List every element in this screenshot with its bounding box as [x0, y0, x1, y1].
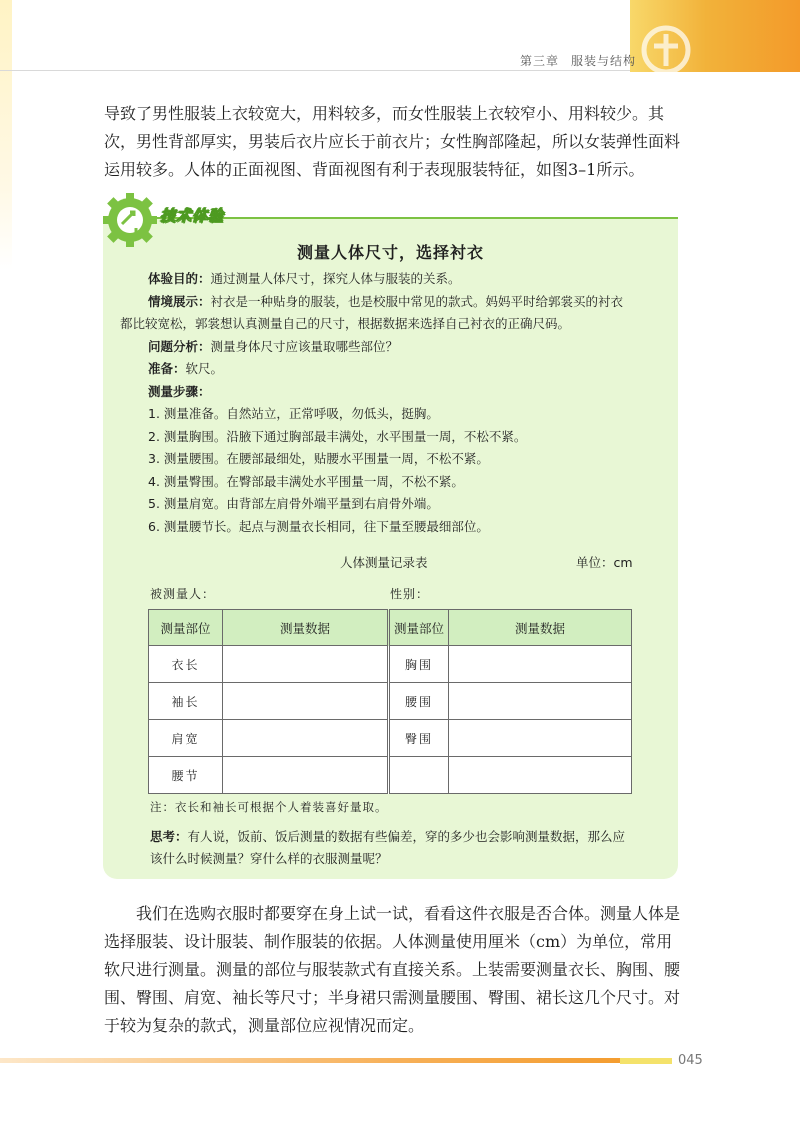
table-header: 测量数据	[449, 610, 632, 646]
prepare-line	[120, 358, 668, 381]
table-row	[149, 720, 632, 757]
paragraph-line: 软尺进行测量。测量的部位与服装款式有直接关系。上装需要测量衣长、胸围、腰	[104, 960, 681, 979]
think-section	[150, 826, 670, 870]
data-entry-cell[interactable]	[223, 720, 389, 757]
header-rule	[0, 70, 630, 71]
table-cell: 衣长	[149, 646, 223, 683]
running-header	[520, 52, 648, 69]
experience-title: 测量人体尺寸，选择衬衣	[296, 243, 484, 262]
table-row	[149, 683, 632, 720]
think-label: 思考：	[150, 829, 188, 844]
table-cell: 腰围	[389, 683, 449, 720]
problem-line	[120, 336, 668, 359]
chapter-title: 服装与结构	[571, 54, 637, 68]
table-caption: 人体测量记录表	[340, 555, 428, 570]
intro-paragraph	[104, 100, 704, 184]
table-header-row	[149, 610, 632, 646]
left-margin-strip	[0, 0, 12, 270]
experience-box-rule	[150, 217, 678, 219]
table-cell: 臀围	[389, 720, 449, 757]
purpose-text: 通过测量人体尺寸，探究人体与服装的关系。	[210, 271, 461, 286]
table-unit: 单位：cm	[576, 555, 633, 570]
think-text: 有人说，饭前、饭后测量的数据有些偏差，穿的多少也会影响测量数据，那么应	[187, 829, 626, 844]
data-entry-cell[interactable]	[449, 683, 632, 720]
problem-label: 问题分析：	[148, 338, 211, 354]
data-entry-cell[interactable]	[223, 646, 389, 683]
footer-accent	[620, 1058, 672, 1064]
measurement-table	[148, 609, 632, 794]
step-item: 6. 测量腰节长。起点与测量衣长相同，往下量至腰最细部位。	[148, 518, 489, 534]
problem-text: 测量身体尺寸应该量取哪些部位？	[210, 338, 399, 354]
purpose-label: 体验目的：	[148, 271, 211, 286]
body-paragraph	[104, 900, 704, 1040]
step-item: 3. 测量腰围。在腰部最细处，贴腰水平围量一周，不松不紧。	[148, 451, 489, 466]
paragraph-line: 于较为复杂的款式，测量部位应视情况而定。	[104, 1016, 425, 1035]
chapter-gear-icon	[636, 20, 696, 80]
data-entry-cell[interactable]	[223, 757, 389, 794]
page-number: 045	[678, 1053, 703, 1068]
paragraph-line: 次，男性背部厚实，男装后衣片应长于前衣片；女性胸部隆起，所以女装弹性面料	[104, 132, 681, 151]
data-entry-cell[interactable]	[223, 683, 389, 720]
steps-label: 测量步骤：	[148, 383, 211, 399]
purpose-line	[120, 268, 668, 291]
table-row	[149, 757, 632, 794]
sex-label: 性别：	[390, 587, 430, 601]
table-note: 注：衣长和袖长可根据个人着装喜好量取。	[150, 800, 388, 814]
paragraph-line: 导致了男性服装上衣较宽大，用料较多，而女性服装上衣较窄小、用料较少。其	[104, 104, 665, 123]
footer-bar	[0, 1058, 650, 1063]
prepare-label: 准备：	[148, 361, 186, 376]
paragraph-line: 围、臀围、肩宽、袖长等尺寸；半身裙只需测量腰围、臀围、裙长这几个尺寸。对	[104, 988, 681, 1007]
step-item: 4. 测量臀围。在臀部最丰满处水平围量一周，不松不紧。	[148, 473, 464, 489]
step-item: 2. 测量胸围。沿腋下通过胸部最丰满处，水平围量一周，不松不紧。	[148, 428, 527, 444]
measured-person-label: 被测量人：	[150, 587, 216, 601]
table-header: 测量数据	[223, 610, 389, 646]
data-entry-cell[interactable]	[449, 757, 632, 794]
table-row	[149, 646, 632, 683]
step-item: 5. 测量肩宽。由背部左肩骨外端平量到右肩骨外端。	[148, 496, 439, 511]
paragraph-line: 运用较多。人体的正面视图、背面视图有利于表现服装特征，如图3–1所示。	[104, 160, 645, 179]
paragraph-line: 我们在选购衣服时都要穿在身上试一试，看看这件衣服是否合体。测量人体是	[136, 904, 681, 923]
badge-label: 技术体验	[160, 207, 225, 225]
paragraph-line: 选择服装、设计服装、制作服装的依据。人体测量使用厘米（cm）为单位，常用	[104, 932, 673, 951]
scenario-text: 衬衣是一种贴身的服装，也是校服中常见的款式。妈妈平时给郭裳买的衬衣	[210, 293, 624, 309]
scenario-label: 情境展示：	[148, 293, 211, 309]
scenario-line-2: 都比较宽松，郭裳想认真测量自己的尺寸，根据数据来选择自己衬衣的正确尺码。	[120, 316, 571, 331]
think-line-2: 该什么时候测量？穿什么样的衣服测量呢？	[150, 851, 388, 866]
step-item: 1. 测量准备。自然站立，正常呼吸，勿低头，挺胸。	[148, 406, 439, 421]
table-cell	[389, 757, 449, 794]
chapter-number: 第三章	[520, 54, 560, 68]
data-entry-cell[interactable]	[449, 720, 632, 757]
think-line	[150, 826, 670, 848]
scenario-line	[120, 291, 668, 314]
experience-body	[120, 268, 668, 538]
table-cell: 胸围	[389, 646, 449, 683]
table-cell: 肩宽	[149, 720, 223, 757]
table-header: 测量部位	[389, 610, 449, 646]
steps-heading	[120, 381, 668, 404]
data-entry-cell[interactable]	[449, 646, 632, 683]
table-cell: 袖长	[149, 683, 223, 720]
table-header: 测量部位	[149, 610, 223, 646]
prepare-text: 软尺。	[185, 361, 224, 376]
table-cell: 腰节	[149, 757, 223, 794]
